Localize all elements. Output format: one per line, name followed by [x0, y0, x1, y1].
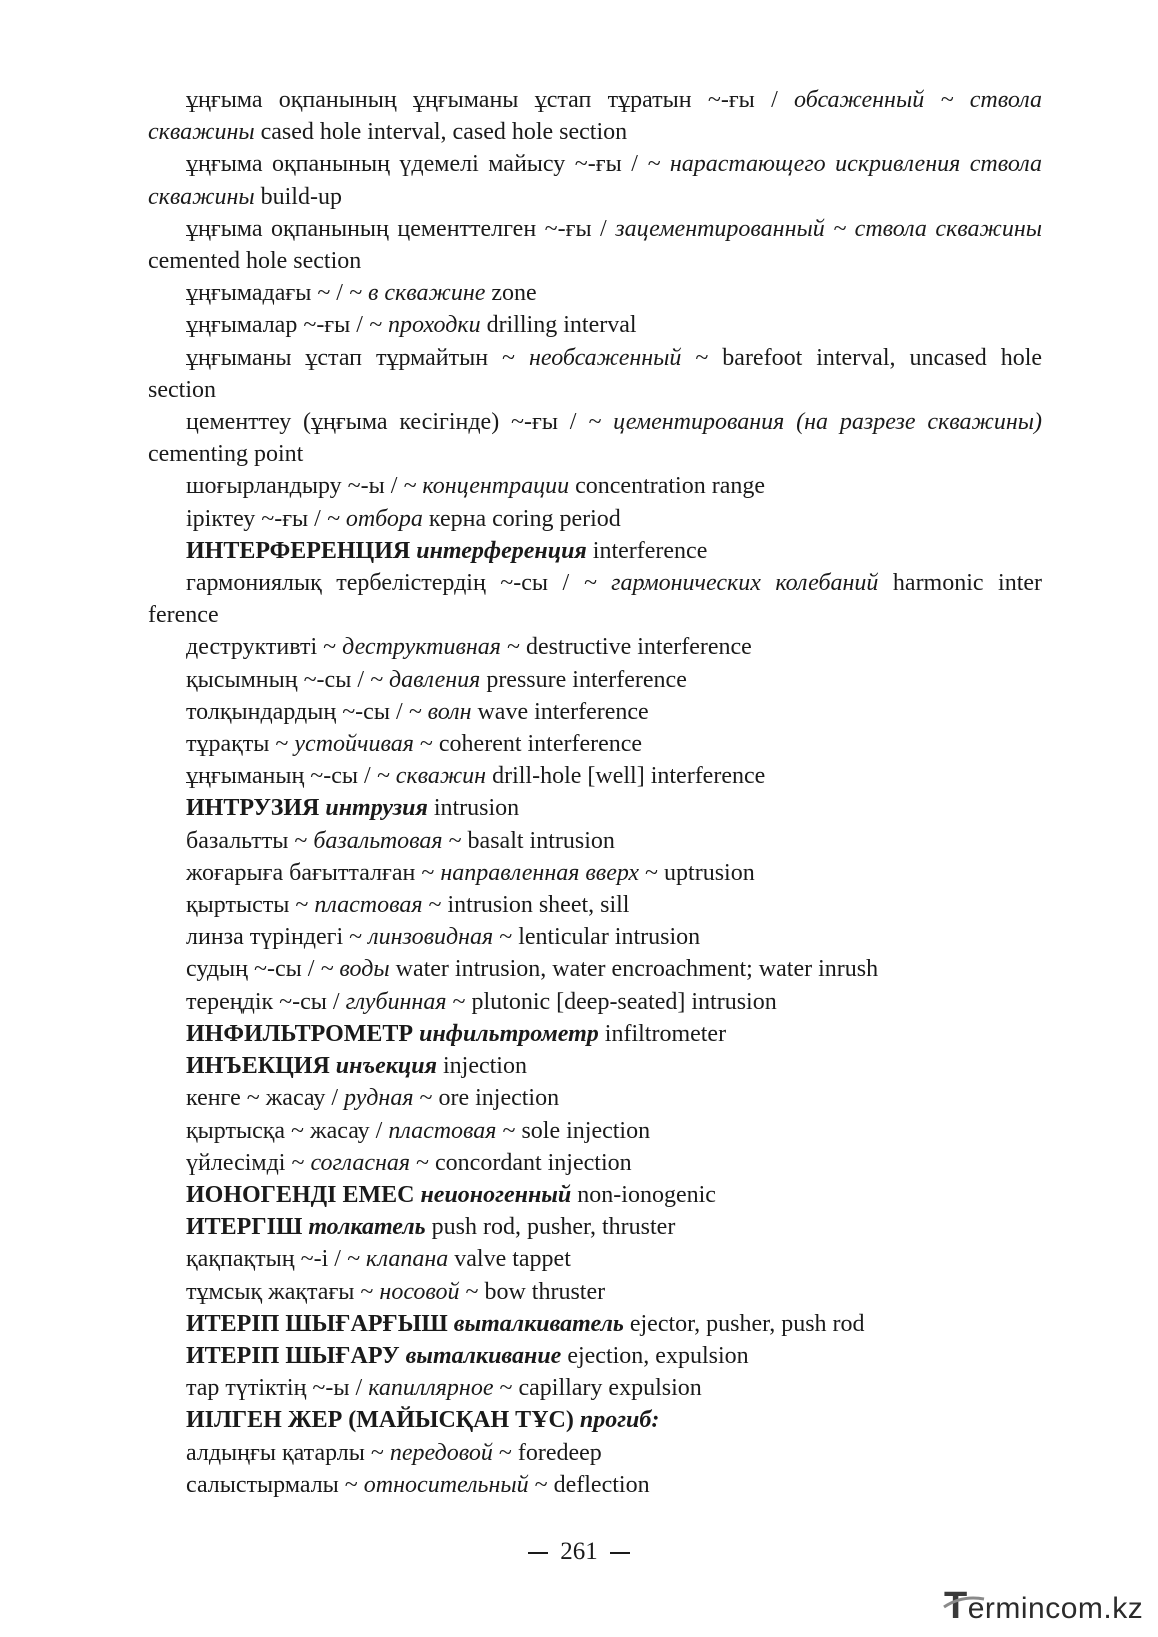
sub-entry	[148, 953, 1042, 985]
english-term: non-ionogenic	[571, 1181, 716, 1208]
russian-term: согласная	[310, 1149, 411, 1176]
kazakh-term: алдыңғы қатарлы ~	[186, 1439, 390, 1466]
english-term: ~ lenticular intrusion	[493, 924, 701, 951]
headword-entry	[148, 1179, 1042, 1211]
english-term: injection	[436, 1053, 527, 1080]
russian-term: рудная	[344, 1085, 414, 1112]
kazakh-term: цементтеу (ұңғыма кесігінде) ~-ғы /	[186, 409, 589, 436]
russian-term: ~ концентрации	[403, 473, 570, 500]
kazakh-term: ИТЕРІП ШЫҒАРУ	[186, 1342, 406, 1369]
english-term: ~ basalt intrusion	[442, 827, 615, 854]
english-term: water intrusion, water encroachment; water inrush	[389, 956, 879, 983]
kazakh-term: салыстырмалы ~	[186, 1471, 364, 1498]
english-term: ~ ore injection	[413, 1085, 560, 1112]
kazakh-term: ИНТРУЗИЯ	[186, 795, 326, 822]
russian-term: линзовидная	[368, 924, 494, 951]
english-term: ~ concordant injection	[410, 1149, 632, 1176]
kazakh-term: судың ~-сы /	[186, 956, 321, 983]
kazakh-term: ИНТЕРФЕРЕНЦИЯ	[186, 537, 417, 564]
english-term: concentration range	[569, 473, 766, 500]
english-term: interference	[586, 537, 708, 564]
english-term: ejection, expulsion	[561, 1342, 749, 1369]
kazakh-term: ұңғымадағы ~ /	[186, 280, 349, 307]
sub-entry	[148, 148, 1042, 212]
sub-entry	[148, 728, 1042, 760]
sub-entry	[148, 567, 1042, 631]
sub-entry	[148, 889, 1042, 921]
sub-entry	[148, 406, 1042, 470]
kazakh-term: ұңғыма оқпанының ұңғыманы ұстап тұратын ~-ғы /	[186, 87, 795, 113]
sub-entry	[148, 1276, 1042, 1308]
headword-entry	[148, 1050, 1042, 1082]
english-term: ~ intrusion sheet, sill	[422, 892, 630, 919]
english-term: harmonic inter ference	[148, 570, 1043, 629]
russian-term: относительный	[363, 1471, 529, 1498]
headword-entry	[148, 1340, 1042, 1372]
english-term: ~ deflection	[528, 1471, 650, 1498]
kazakh-term: тұмсық жақтағы ~	[186, 1278, 380, 1305]
headword-entry	[148, 1308, 1042, 1340]
kazakh-term: тереңдік ~-сы /	[186, 988, 346, 1015]
sub-entry	[148, 696, 1042, 728]
kazakh-term: ИІЛГЕН ЖЕР (МАЙЫСҚАН ТҰС)	[186, 1407, 580, 1434]
english-term: ~ barefoot interval, uncased hole section	[148, 344, 1043, 403]
russian-term: интерференция	[416, 537, 587, 564]
kazakh-term: ИНЪЕКЦИЯ	[186, 1053, 336, 1080]
english-term: zone	[485, 280, 537, 307]
russian-term: ~ волн	[408, 698, 472, 725]
russian-term: необсаженный	[528, 344, 682, 371]
kazakh-term: ИТЕРІП ШЫҒАРҒЫШ	[186, 1310, 454, 1337]
sub-entry	[148, 664, 1042, 696]
sub-entry	[148, 503, 1042, 535]
kazakh-term: линза түріндегі ~	[186, 924, 369, 951]
english-term: ~ sole injection	[496, 1117, 651, 1144]
sub-entry	[148, 986, 1042, 1018]
russian-term: инфильтрометр	[419, 1020, 599, 1047]
russian-term: передовой	[389, 1439, 493, 1466]
kazakh-term: ұңғыманы ұстап тұрмайтын ~	[186, 344, 529, 371]
russian-term: устойчивая	[294, 731, 414, 758]
english-term: valve tappet	[448, 1246, 571, 1273]
kazakh-term: ИТЕРГІШ	[186, 1214, 309, 1241]
kazakh-term: жоғарыға бағытталған ~	[186, 859, 441, 886]
footer-dash-right	[610, 1552, 630, 1554]
english-term: ~ plutonic [deep-seated] intrusion	[446, 988, 777, 1015]
russian-term: пластовая	[388, 1117, 497, 1144]
sub-entry	[148, 1437, 1042, 1469]
sub-entry	[148, 631, 1042, 663]
kazakh-term: деструктивті ~	[186, 634, 343, 661]
russian-term: обсаженный ~ ствола скважины	[148, 87, 1042, 146]
kazakh-term: гармониялық тербелістердің ~-сы /	[186, 570, 584, 597]
sub-entry	[148, 1469, 1042, 1501]
headword-entry	[148, 792, 1042, 824]
english-term: ejector, pusher, push rod	[623, 1310, 865, 1337]
kazakh-term: қысымның ~-сы /	[186, 666, 370, 693]
english-term: ~ coherent interference	[413, 731, 643, 758]
russian-term: капиллярное	[368, 1375, 494, 1402]
russian-term: ~ клапана	[346, 1246, 449, 1273]
kazakh-term: шоғырландыру ~-ы /	[186, 473, 404, 500]
english-term: pressure interference	[480, 666, 687, 693]
kazakh-term: іріктеу ~-ғы /	[186, 505, 327, 532]
russian-term: неионогенный	[420, 1181, 572, 1208]
kazakh-term: қыртысты ~	[186, 892, 315, 919]
dictionary-page	[148, 84, 1042, 1501]
english-term: ~ foredeep	[492, 1439, 602, 1466]
kazakh-term: қыртысқа ~ жасау /	[186, 1117, 389, 1144]
english-term: cemented hole section	[148, 248, 362, 275]
english-term: drilling interval	[480, 312, 637, 339]
english-term: intrusion	[427, 795, 520, 822]
english-term: ~ destructive interference	[500, 634, 752, 661]
english-term: ~ bow thruster	[459, 1278, 606, 1305]
sub-entry	[148, 1082, 1042, 1114]
sub-entry	[148, 277, 1042, 309]
logo-letter-t: T	[944, 1585, 968, 1627]
kazakh-term: кенге ~ жасау /	[186, 1085, 345, 1112]
headword-entry	[148, 535, 1042, 567]
sub-entry	[148, 213, 1042, 277]
russian-term: направленная вверх	[440, 859, 640, 886]
russian-term: носовой	[379, 1278, 460, 1305]
russian-term: ~ нарастающего искривления ствола скважины	[148, 151, 1042, 210]
english-term: build-up	[254, 183, 342, 210]
english-term: ~ uptrusion	[639, 859, 755, 886]
page-footer	[0, 1538, 1158, 1566]
logo-text: ermincom.kz	[967, 1592, 1144, 1625]
sub-entry	[148, 1115, 1042, 1147]
russian-term: глубинная	[345, 988, 447, 1015]
kazakh-term: қақпақтың ~-і /	[186, 1246, 347, 1273]
kazakh-term: ұңғыма оқпанының цементтелген ~-ғы /	[186, 215, 616, 242]
russian-term: интрузия	[325, 795, 428, 822]
page-number: 261	[560, 1538, 598, 1565]
kazakh-term: үйлесімді ~	[186, 1149, 311, 1176]
kazakh-term: базальтты ~	[186, 827, 314, 854]
kazakh-term: ұңғымалар ~-ғы /	[186, 312, 369, 339]
russian-term: зацементированный ~ ствола скважины	[615, 215, 1042, 242]
russian-term: ~ цементирования (на разрезе скважины)	[588, 409, 1042, 436]
sub-entry	[148, 921, 1042, 953]
russian-term: выталкивание	[405, 1342, 562, 1369]
english-term: cased hole interval, cased hole section	[254, 119, 628, 146]
footer-dash-left	[528, 1552, 548, 1554]
sub-entry	[148, 857, 1042, 889]
russian-term: инъекция	[335, 1053, 437, 1080]
russian-term: ~ в скважине	[348, 280, 486, 307]
headword-entry	[148, 1211, 1042, 1243]
russian-term: ~ отбора	[326, 505, 423, 532]
kazakh-term: ұңғыма оқпанының үдемелі майысу ~-ғы /	[186, 151, 648, 178]
russian-term: базальтовая	[313, 827, 443, 854]
sub-entry	[148, 1147, 1042, 1179]
kazakh-term: тұрақты ~	[186, 731, 295, 758]
sub-entry	[148, 84, 1042, 148]
russian-term: ~ скважин	[376, 763, 487, 790]
logo-swoosh-icon	[942, 1589, 1002, 1629]
russian-term: прогиб:	[579, 1407, 660, 1434]
sub-entry	[148, 470, 1042, 502]
russian-term: ~ гармонических колебаний	[583, 570, 879, 597]
russian-term: ~ проходки	[368, 312, 481, 339]
sub-entry	[148, 309, 1042, 341]
russian-term: деструктивная	[342, 634, 501, 661]
headword-entry	[148, 1404, 1042, 1436]
sub-entry	[148, 1243, 1042, 1275]
kazakh-term: ИНФИЛЬТРОМЕТР	[186, 1020, 420, 1047]
english-term: керна coring period	[422, 505, 621, 532]
kazakh-term: ұңғыманың ~-сы /	[186, 763, 377, 790]
english-term: infiltrometer	[598, 1020, 727, 1047]
russian-term: выталкиватель	[453, 1310, 624, 1337]
entry-list	[148, 84, 1042, 1501]
russian-term: ~ давления	[369, 666, 481, 693]
kazakh-term: тар түтіктің ~-ы /	[186, 1375, 369, 1402]
russian-term: ~ воды	[320, 956, 390, 983]
kazakh-term: толқындардың ~-сы /	[186, 698, 409, 725]
headword-entry	[148, 1018, 1042, 1050]
sub-entry	[148, 825, 1042, 857]
russian-term: пластовая	[314, 892, 423, 919]
sub-entry	[148, 1372, 1042, 1404]
russian-term: толкатель	[308, 1214, 426, 1241]
english-term: wave interference	[471, 698, 649, 725]
kazakh-term: ИОНОГЕНДІ ЕМЕС	[186, 1181, 421, 1208]
sub-entry	[148, 760, 1042, 792]
english-term: ~ capillary expulsion	[493, 1375, 702, 1402]
sub-entry	[148, 342, 1042, 406]
english-term: cementing point	[148, 441, 304, 468]
english-term: drill-hole [well] interference	[486, 763, 766, 790]
english-term: push rod, pusher, thruster	[425, 1214, 676, 1241]
termincom-logo	[944, 1585, 1144, 1627]
